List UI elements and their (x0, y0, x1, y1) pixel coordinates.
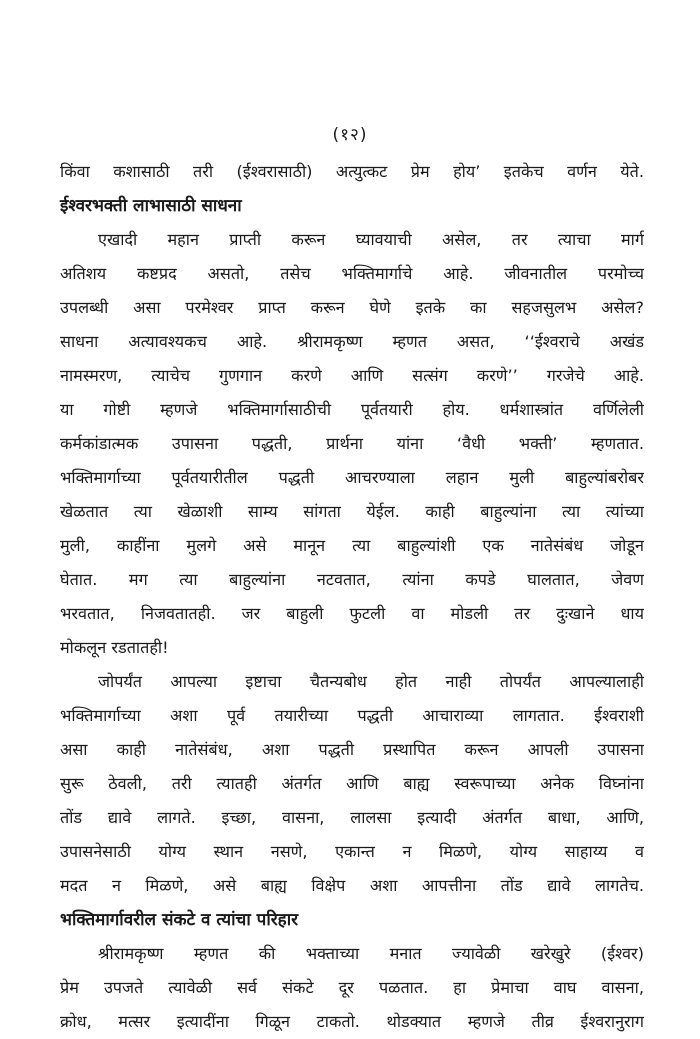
text-line: उपलब्धी असा परमेश्वर प्राप्त करून घेणे इतके का सहजसुलभ असेल? (60, 298, 644, 317)
text-line: सुरू ठेवली, तरी त्यातही अंतर्गत आणि बाह्य स्वरूपाच्या अनेक विघ्नांना (60, 774, 644, 793)
text-line: खेळतात त्या खेळाशी साम्य सांगता येईल. काही बाहुल्यांना त्या त्यांच्या (60, 502, 644, 521)
text-line: मुली, काहींना मुलगे असे मानून त्या बाहुल्यांशी एक नातेसंबंध जोडून (60, 536, 644, 555)
text-line: या गोष्टी म्हणजे भक्तिमार्गासाठीची पूर्वतयारी होय. धर्मशास्त्रांत वर्णिलेली (60, 400, 644, 419)
text-line: मोकलून रडतातही! (60, 638, 169, 657)
text-line: किंवा कशासाठी तरी (ईश्वरासाठी) अत्युत्कट प्रेम होय’ इतकेच वर्णन येते. (60, 162, 644, 181)
text-line: प्रेम उपजते त्यावेळी सर्व संकटे दूर पळतात. हा प्रेमाचा वाघ वासना, (60, 978, 644, 997)
heading-text: ईश्वरभक्ती लाभासाठी साधना (60, 196, 242, 216)
text-line: तोंड द्यावे लागते. इच्छा, वासना, लालसा इत्यादी अंतर्गत बाधा, आणि, (60, 808, 644, 827)
text-line: क्रोध, मत्सर इत्यादींना गिळून टाकतो. थोडक्यात म्हणजे तीव्र ईश्वरानुराग (60, 1012, 644, 1031)
text-line: एखादी महान प्राप्ती करून घ्यावयाची असेल, तर त्याचा मार्ग (98, 230, 644, 249)
text-line: अतिशय कष्टप्रद असतो, तसेच भक्तिमार्गाचे आहे. जीवनातील परमोच्च (60, 264, 644, 283)
text-line: भक्तिमार्गाच्या पूर्वतयारीतील पद्धती आचरण्याला लहान मुली बाहुल्यांबरोबर (60, 468, 644, 487)
text-line: कर्मकांडात्मक उपासना पद्धती, प्रार्थना यांना ‘वैधी भक्ती’ म्हणतात. (60, 434, 644, 453)
section1-paragraph2 (60, 665, 644, 903)
text-line: साधना अत्यावश्यकच आहे. श्रीरामकृष्ण म्हणत असत, ‘‘ईश्वराचे अखंड (60, 332, 644, 351)
text-line: असा काही नातेसंबंध, अशा पद्धती प्रस्थापित करून आपली उपासना (60, 740, 644, 759)
section1-paragraph1 (60, 223, 644, 665)
section2-paragraph1 (60, 937, 644, 1039)
heading-text: भक्तिमार्गावरील संकटे व त्यांचा परिहार (60, 910, 299, 930)
text-line: नामस्मरण, त्याचेच गुणगान करणे आणि सत्संग करणे’’ गरजेचे आहे. (60, 366, 644, 385)
page-number: (१२) (332, 125, 368, 145)
intro-text (60, 155, 644, 189)
text-line: भक्तिमार्गाच्या अशा पूर्व तयारीच्या पद्धती आचाराव्या लागतात. ईश्वराशी (60, 706, 644, 725)
text-line: श्रीरामकृष्ण म्हणत की भक्ताच्या मनात ज्यावेळी खरेखुरे (ईश्वर) (98, 944, 644, 963)
text-line: उपासनेसाठी योग्य स्थान नसणे, एकान्त न मिळणे, योग्य साहाय्य व (60, 842, 644, 861)
text-line: घेतात. मग त्या बाहुल्यांना नटवतात, त्यांना कपडे घालतात, जेवण (60, 570, 644, 589)
section2-heading-wrap (60, 903, 644, 937)
section-heading-1 (60, 189, 644, 223)
text-line: मदत न मिळणे, असे बाह्य विक्षेप अशा आपत्तीना तोंड द्यावे लागतेच. (60, 876, 644, 895)
text-line: जोपर्यंत आपल्या इष्टाचा चैतन्यबोध होत नाही तोपर्यंत आपल्यालाही (98, 672, 644, 691)
text-line: भरवतात, निजवतातही. जर बाहुली फुटली वा मोडली तर दुःखाने धाय (60, 604, 644, 623)
